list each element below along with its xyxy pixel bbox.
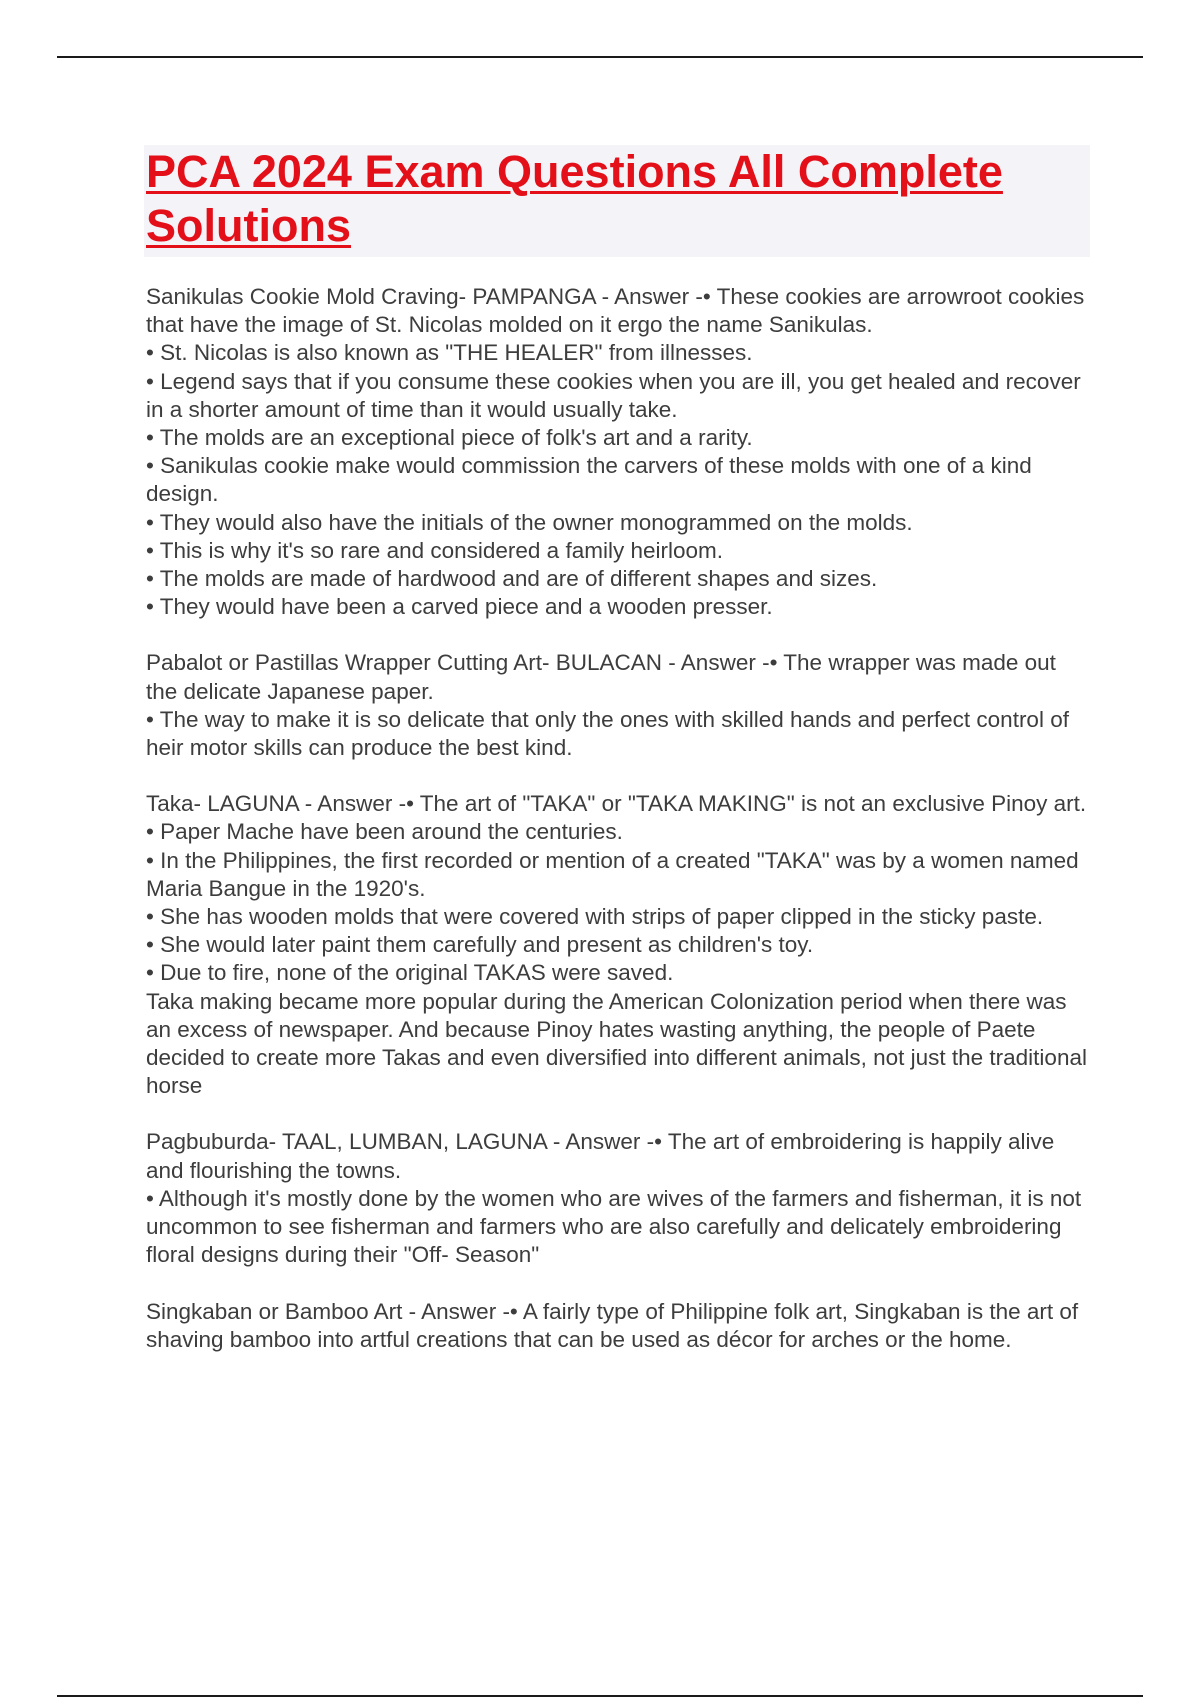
entry-sanikulas [146, 283, 1092, 621]
entry-line: • The molds are made of hardwood and are of different shapes and sizes. [146, 566, 878, 592]
entry-line: • Due to fire, none of the original TAKAS were saved. [146, 960, 674, 986]
entry-line: • In the Philippines, the first recorded or mention of a created "TAKA" was by a women named Maria Bangue in the 1920's. [146, 847, 1079, 901]
entry-line: • They would have been a carved piece and a wooden presser. [146, 594, 773, 620]
entry-line: • She would later paint them carefully and present as children's toy. [146, 932, 814, 958]
entry-line: Singkaban or Bamboo Art - Answer -• A fairly type of Philippine folk art, Singkaban is the art of shaving bamboo into artful creations that can be used as décor for arches or the home. [146, 1298, 1079, 1352]
entry-line: • St. Nicolas is also known as "THE HEALER" from illnesses. [146, 340, 753, 366]
entry-taka [146, 790, 1092, 1100]
entry-line: Taka- LAGUNA - Answer -• The art of "TAKA" or "TAKA MAKING" is not an exclusive Pinoy art. [146, 791, 1087, 817]
entry-line: • Paper Mache have been around the centuries. [146, 819, 623, 845]
entry-line: • Sanikulas cookie make would commission the carvers of these molds with one of a kind design. [146, 453, 1032, 507]
bottom-divider [57, 1695, 1143, 1697]
entry-line: • They would also have the initials of the owner monogrammed on the molds. [146, 509, 913, 535]
top-divider [57, 56, 1143, 58]
entry-line: Sanikulas Cookie Mold Craving- PAMPANGA - Answer -• These cookies are arrowroot cookies that have the image of St. Nicolas molded on it ergo the name Sanikulas. [146, 284, 1085, 338]
entry-line: Pagbuburda- TAAL, LUMBAN, LAGUNA - Answer -• The art of embroidering is happily alive and flourishing the towns. [146, 1129, 1055, 1183]
entry-line: • Legend says that if you consume these cookies when you are ill, you get healed and recover in a shorter amount of time than it would usually take. [146, 368, 1081, 422]
document-body [146, 283, 1092, 1382]
entry-pagbuburda [146, 1128, 1092, 1269]
entry-singkaban [146, 1298, 1092, 1354]
entry-line: • This is why it's so rare and considered a family heirloom. [146, 537, 723, 563]
entry-line: Pabalot or Pastillas Wrapper Cutting Art- BULACAN - Answer -• The wrapper was made out the delicate Japanese paper. [146, 650, 1056, 704]
entry-line: • She has wooden molds that were covered with strips of paper clipped in the sticky paste. [146, 904, 1044, 930]
entry-line: • The way to make it is so delicate that only the ones with skilled hands and perfect control of heir motor skills can produce the best kind. [146, 706, 1069, 761]
entry-pabalot [146, 649, 1092, 762]
entry-line: • Although it's mostly done by the women who are wives of the farmers and fisherman, it is not uncommon to see fisherman and farmers who are also carefully and delicately embroidering floral designs during their "Off- Season" [146, 1185, 1082, 1268]
title-block [144, 145, 1090, 257]
entry-line: Taka making became more popular during the American Colonization period when there was an excess of newspaper. And because Pinoy hates wasting anything, the people of Paete decided to create more Takas and even diversified into different animals, not just the traditional horse [146, 988, 1087, 1099]
document-title: PCA 2024 Exam Questions All Complete Solutions [146, 146, 1003, 251]
entry-line: • The molds are an exceptional piece of folk's art and a rarity. [146, 425, 753, 451]
